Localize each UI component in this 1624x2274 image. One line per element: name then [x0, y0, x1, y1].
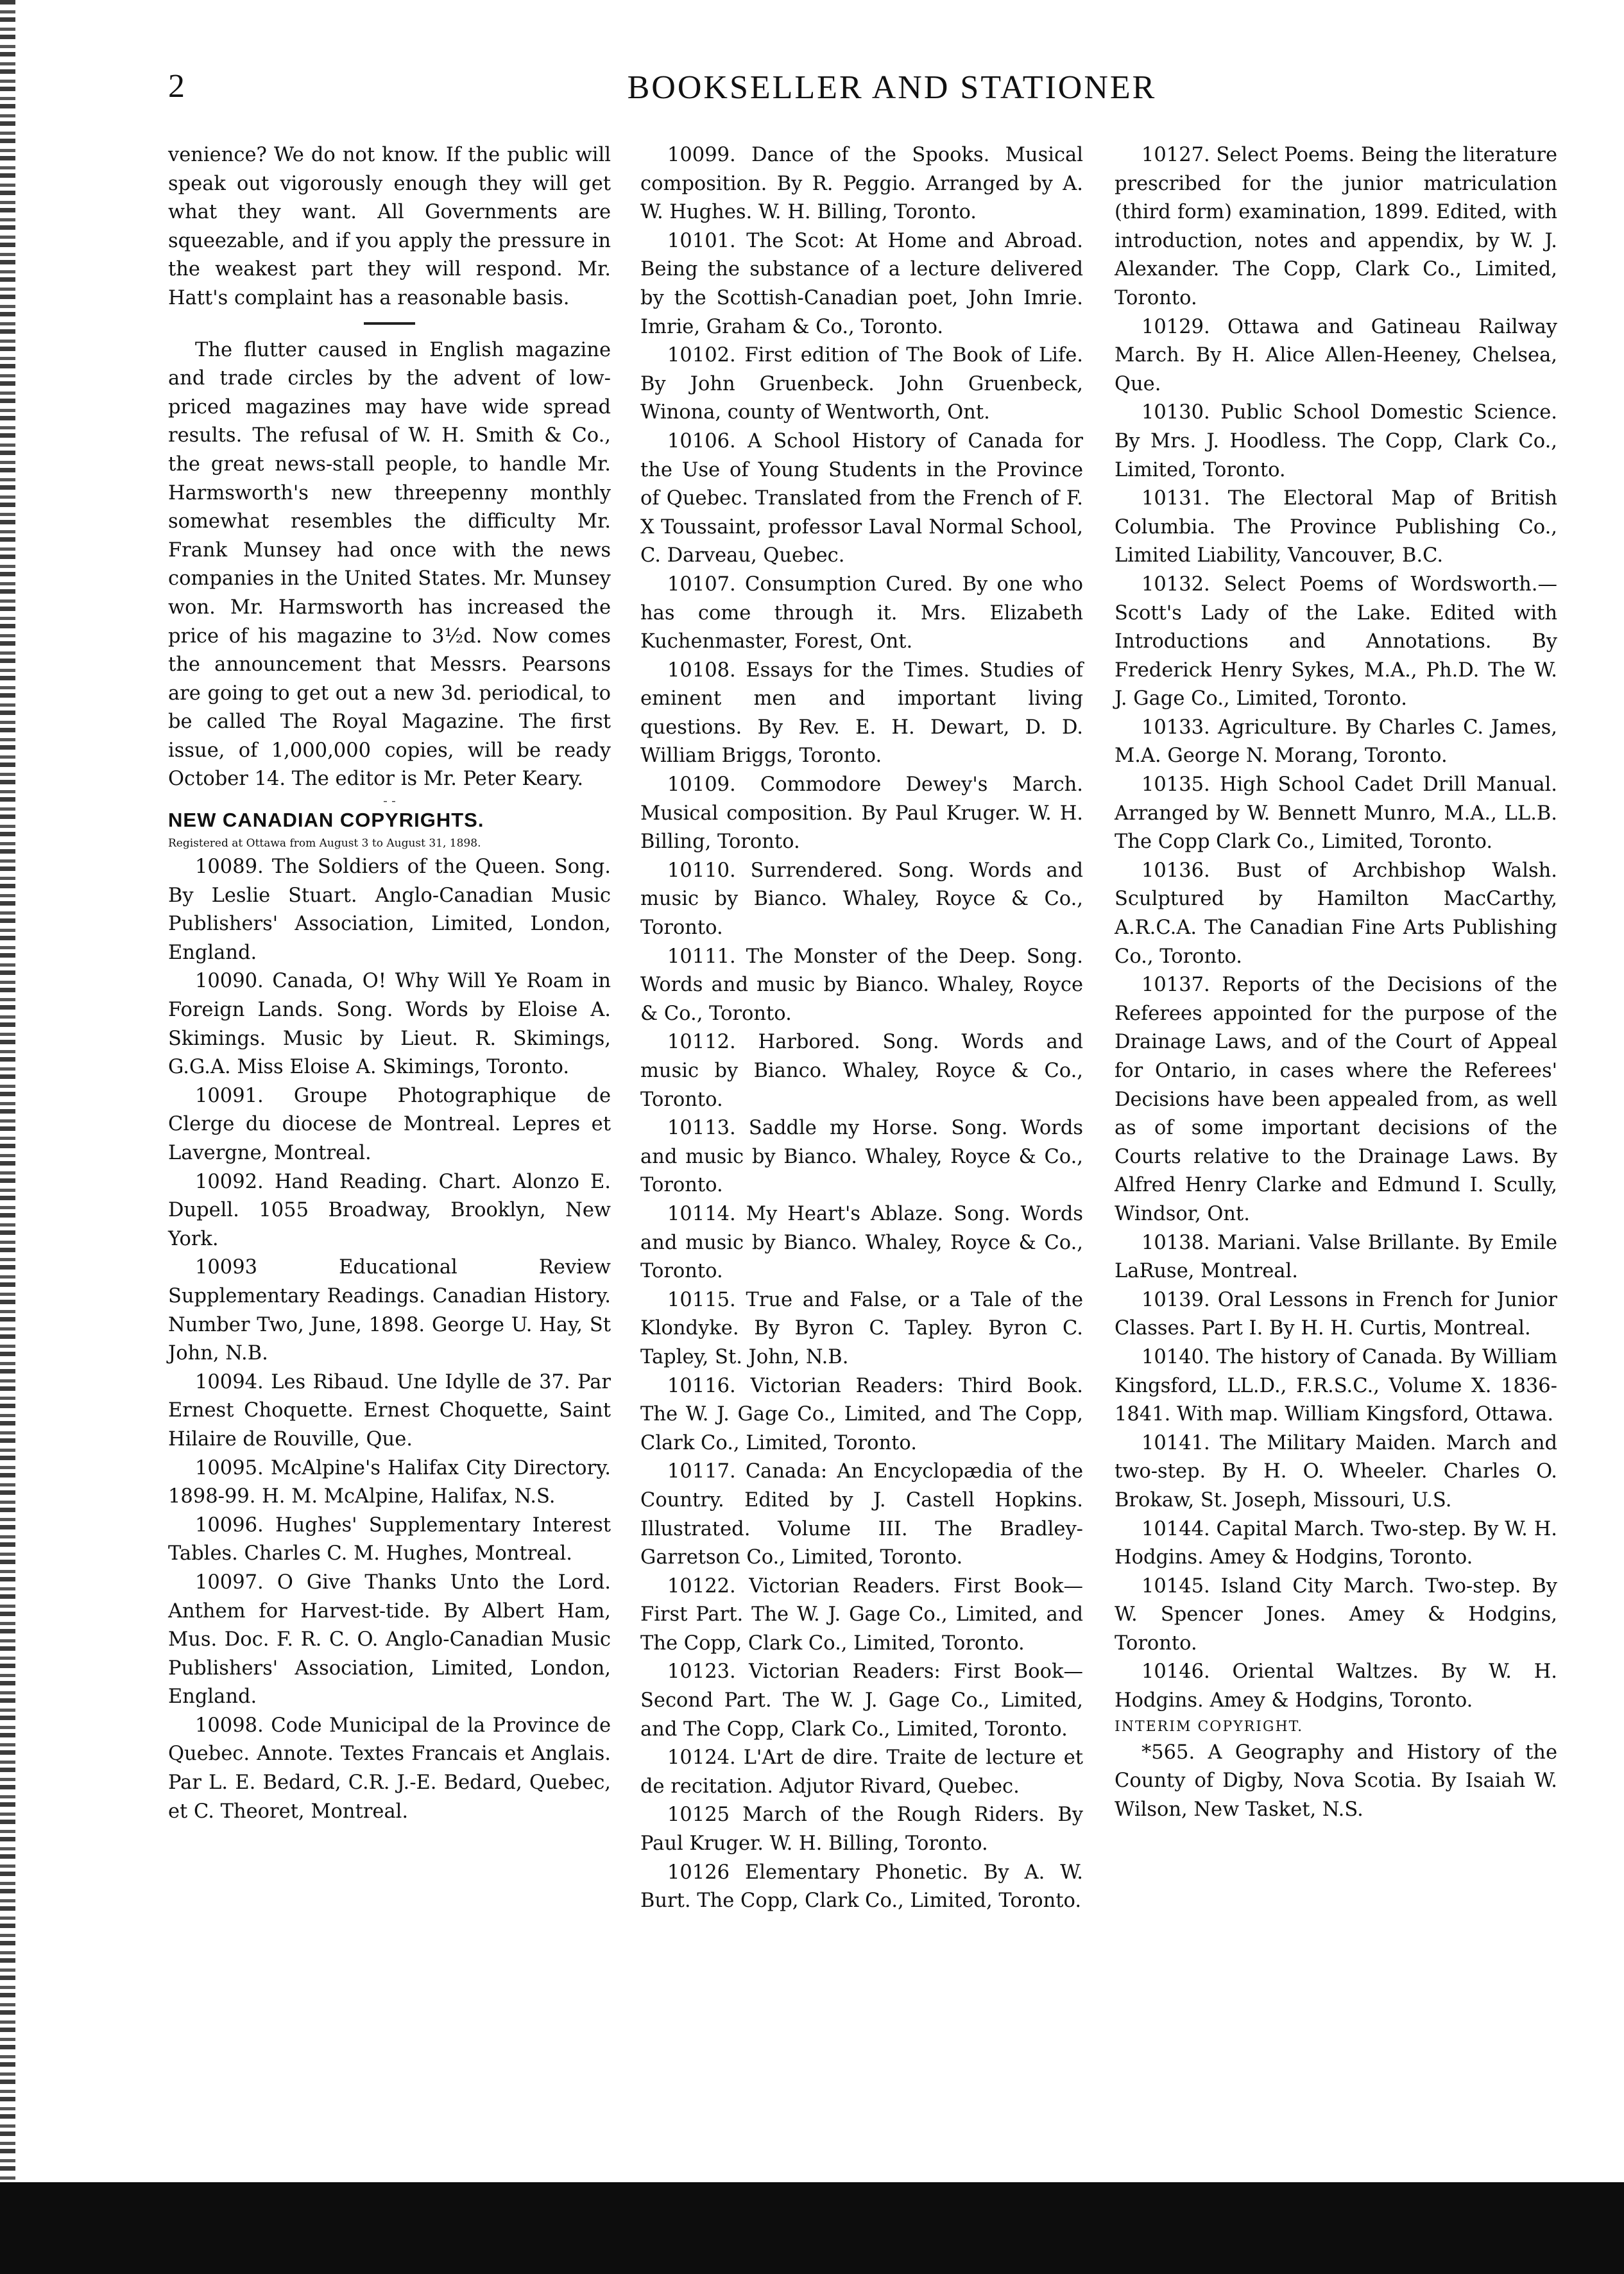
divider: - -	[383, 793, 396, 809]
copyright-entry: 10089. The Soldiers of the Queen. Song. By Leslie Stuart. Anglo-Canadian Music Publishers' Association, Limited, London, England.	[168, 856, 611, 964]
copyright-entry: 10129. Ottawa and Gatineau Railway March. By H. Alice Allen-Heeney, Chelsea, Que.	[1115, 315, 1557, 395]
registration-note: Registered at Ottawa from August 3 to August 31, 1898.	[168, 837, 481, 850]
copyright-entry: 10131. The Electoral Map of British Columbia. The Province Publishing Co., Limited Liability, Vancouver, B.C.	[1115, 487, 1557, 567]
copyright-entry: 10116. Victorian Readers: Third Book. The W. J. Gage Co., Limited, and The Copp, Clark Co., Limited, Toronto.	[640, 1374, 1083, 1454]
copyright-entry: 10125 March of the Rough Riders. By Paul Kruger. W. H. Billing, Toronto.	[640, 1804, 1083, 1856]
copyright-entry: 10107. Consumption Cured. By one who has come through it. Mrs. Elizabeth Kuchenmaster, Forest, Ont.	[640, 573, 1083, 653]
copyright-entry: 10127. Select Poems. Being the literature prescribed for the junior matriculation (third form) examination, 1899. Edited, with introduction, notes and appendix, by W. J. Alexander. The Copp, Clark Co., Limited, Toronto.	[1115, 144, 1557, 309]
copyright-entry: 10110. Surrendered. Song. Words and music by Bianco. Whaley, Royce & Co., Toronto.	[640, 859, 1083, 940]
copyright-entry: 10094. Les Ribaud. Une Idylle de 37. Par Ernest Choquette. Ernest Choquette, Saint Hilaire de Rouville, Que.	[168, 1370, 611, 1451]
copyright-entry: 10140. The history of Canada. By William Kingsford, LL.D., F.R.S.C., Volume X. 1836-1841. With map. William Kingsford, Ottawa.	[1115, 1345, 1557, 1426]
copyright-entry: 10099. Dance of the Spooks. Musical composition. By R. Peggio. Arranged by A. W. Hughes. W. H. Billing, Toronto.	[640, 144, 1083, 224]
copyright-entry: 10101. The Scot: At Home and Abroad. Being the substance of a lecture delivered by the Scottish-Canadian poet, John Imrie. Imrie, Graham & Co., Toronto.	[640, 229, 1083, 338]
copyright-entry: 10146. Oriental Waltzes. By W. H. Hodgins. Amey & Hodgins, Toronto.	[1115, 1660, 1557, 1712]
column-3	[1115, 141, 1557, 1824]
section-heading: NEW CANADIAN COPYRIGHTS.	[168, 809, 484, 832]
copyright-entry: 10091. Groupe Photographique de Clerge du diocese de Montreal. Lepres et Lavergne, Montreal.	[168, 1084, 611, 1164]
running-title: BOOKSELLER AND STATIONER	[627, 69, 1157, 106]
copyright-entry: 10102. First edition of The Book of Life. By John Gruenbeck. John Gruenbeck, Winona, county of Wentworth, Ont.	[640, 344, 1083, 424]
copyright-entry: 10130. Public School Domestic Science. By Mrs. J. Hoodless. The Copp, Clark Co., Limited, Toronto.	[1115, 401, 1557, 481]
copyright-entry: 10115. True and False, or a Tale of the Klondyke. By Byron C. Tapley. Byron C. Tapley, St. John, N.B.	[640, 1288, 1083, 1368]
copyright-entry: 10136. Bust of Archbishop Walsh. Sculptured by Hamilton MacCarthy, A.R.C.A. The Canadian Fine Arts Publishing Co., Toronto.	[1115, 859, 1557, 968]
scan-edge-bottom	[0, 2182, 1624, 2274]
page-number: 2	[168, 68, 185, 105]
copyright-entry: 10126 Elementary Phonetic. By A. W. Burt. The Copp, Clark Co., Limited, Toronto.	[640, 1861, 1083, 1913]
copyright-entry: 10097. O Give Thanks Unto the Lord. Anthem for Harvest-tide. By Albert Ham, Mus. Doc. F. R. C. O. Anglo-Canadian Music Publishers' Association, Limited, London, England.	[168, 1571, 611, 1709]
copyright-entry: 10113. Saddle my Horse. Song. Words and music by Bianco. Whaley, Royce & Co., Toronto.	[640, 1117, 1083, 1197]
page-header	[0, 67, 1624, 125]
copyright-entry: 10137. Reports of the Decisions of the Referees appointed for the purpose of the Drainage Laws, and of the Court of Appeal for Ontario, in cases where the Referees' Decisions have been appealed from, as well as of some important decisions of the Courts relative to the Drainage Laws. By Alfred Henry Clarke and Edmund I. Scully, Windsor, Ont.	[1115, 974, 1557, 1225]
copyright-entry: 10145. Island City March. Two-step. By W. Spencer Jones. Amey & Hodgins, Toronto.	[1115, 1574, 1557, 1655]
copyright-entry: 10106. A School History of Canada for the Use of Young Students in the Province of Quebec. Translated from the French of F. X Toussaint, professor Laval Normal School, C. Darveau, Quebec.	[640, 429, 1083, 567]
scan-edge-left	[0, 0, 15, 2274]
copyright-entry: 10135. High School Cadet Drill Manual. Arranged by W. Bennett Munro, M.A., LL.B. The Copp Clark Co., Limited, Toronto.	[1115, 773, 1557, 854]
copyright-entry: 10144. Capital March. Two-step. By W. H. Hodgins. Amey & Hodgins, Toronto.	[1115, 1517, 1557, 1569]
article-paragraph: The flutter caused in English magazine and trade circles by the advent of low-priced magazines may have wide spread results. The refusal of W. H. Smith & Co., the great news-stall people, to handle Mr. Harmsworth's new threepenny monthly somewhat resembles the difficulty Mr. Frank Munsey had once with the news companies in the United States. Mr. Munsey won. Mr. Harmsworth has increased the price of his magazine to 3½d. Now comes the announcement that Messrs. Pearsons are going to get out a new 3d. periodical, to be called The Royal Magazine. The first issue, of 1,000,000 copies, will be ready October 14. The editor is Mr. Peter Keary.	[168, 338, 611, 791]
copyright-entry: 10124. L'Art de dire. Traite de lecture et de recitation. Adjutor Rivard, Quebec.	[640, 1746, 1083, 1798]
copyright-entry: 10138. Mariani. Valse Brillante. By Emile LaRuse, Montreal.	[1115, 1231, 1557, 1283]
column-2	[640, 141, 1083, 1916]
copyright-entry: 10114. My Heart's Ablaze. Song. Words and music by Bianco. Whaley, Royce & Co., Toronto.	[640, 1202, 1083, 1283]
copyright-entry: 10095. McAlpine's Halifax City Directory. 1898-99. H. M. McAlpine, Halifax, N.S.	[168, 1456, 611, 1508]
copyright-entry: 10092. Hand Reading. Chart. Alonzo E. Dupell. 1055 Broadway, Brooklyn, New York.	[168, 1170, 611, 1250]
copyright-entry: 10098. Code Municipal de la Province de Quebec. Annote. Textes Francais et Anglais. Par L. E. Bedard, C.R. J.-E. Bedard, Quebec, et C. Theoret, Montreal.	[168, 1714, 611, 1823]
copyright-entry: 10139. Oral Lessons in French for Junior Classes. Part I. By H. H. Curtis, Montreal.	[1115, 1288, 1557, 1340]
copyright-entry: 10096. Hughes' Supplementary Interest Tables. Charles C. M. Hughes, Montreal.	[168, 1513, 611, 1565]
copyright-entry: 10111. The Monster of the Deep. Song. Words and music by Bianco. Whaley, Royce & Co., Toronto.	[640, 945, 1083, 1025]
article-paragraph: venience? We do not know. If the public will speak out vigorously enough they will get what they want. All Governments are squeezable, and if you apply the pressure in the weakest part they will respond. Mr. Hatt's complaint has a reasonable basis.	[168, 144, 611, 309]
copyright-entry: 10132. Select Poems of Wordsworth.—Scott's Lady of the Lake. Edited with Introductions and Annotations. By Frederick Henry Sykes, M.A., Ph.D. The W. J. Gage Co., Limited, Toronto.	[1115, 573, 1557, 711]
column-1	[168, 141, 611, 1826]
copyright-entry: 10090. Canada, O! Why Will Ye Roam in Foreign Lands. Song. Words by Eloise A. Skimings. Music by Lieut. R. Skimings, G.G.A. Miss Eloise A. Skimings, Toronto.	[168, 970, 611, 1079]
divider	[364, 322, 415, 325]
copyright-entry: 10141. The Military Maiden. March and two-step. By H. O. Wheeler. Charles O. Brokaw, St. Joseph, Missouri, U.S.	[1115, 1431, 1557, 1512]
copyright-entry: 10112. Harbored. Song. Words and music by Bianco. Whaley, Royce & Co., Toronto.	[640, 1031, 1083, 1111]
copyright-entry: 10108. Essays for the Times. Studies of eminent men and important living questions. By Rev. E. H. Dewart, D. D. William Briggs, Toronto.	[640, 659, 1083, 768]
interim-copyright-entry: *565. A Geography and History of the County of Digby, Nova Scotia. By Isaiah W. Wilson, New Tasket, N.S.	[1115, 1741, 1557, 1821]
copyright-entry: 10117. Canada: An Encyclopædia of the Country. Edited by J. Castell Hopkins. Illustrated. Volume III. The Bradley-Garretson Co., Limited, Toronto.	[640, 1460, 1083, 1569]
copyright-entry: 10093 Educational Review Supplementary Readings. Canadian History. Number Two, June, 1898. George U. Hay, St John, N.B.	[168, 1256, 611, 1365]
interim-copyright-heading: INTERIM COPYRIGHT.	[1115, 1718, 1304, 1735]
copyright-entry: 10123. Victorian Readers: First Book—Second Part. The W. J. Gage Co., Limited, and The Copp, Clark Co., Limited, Toronto.	[640, 1660, 1083, 1741]
copyright-entry: 10109. Commodore Dewey's March. Musical composition. By Paul Kruger. W. H. Billing, Toronto.	[640, 773, 1083, 854]
copyright-entry: 10122. Victorian Readers. First Book—First Part. The W. J. Gage Co., Limited, and The Copp, Clark Co., Limited, Toronto.	[640, 1574, 1083, 1655]
copyright-entry: 10133. Agriculture. By Charles C. James, M.A. George N. Morang, Toronto.	[1115, 716, 1557, 768]
